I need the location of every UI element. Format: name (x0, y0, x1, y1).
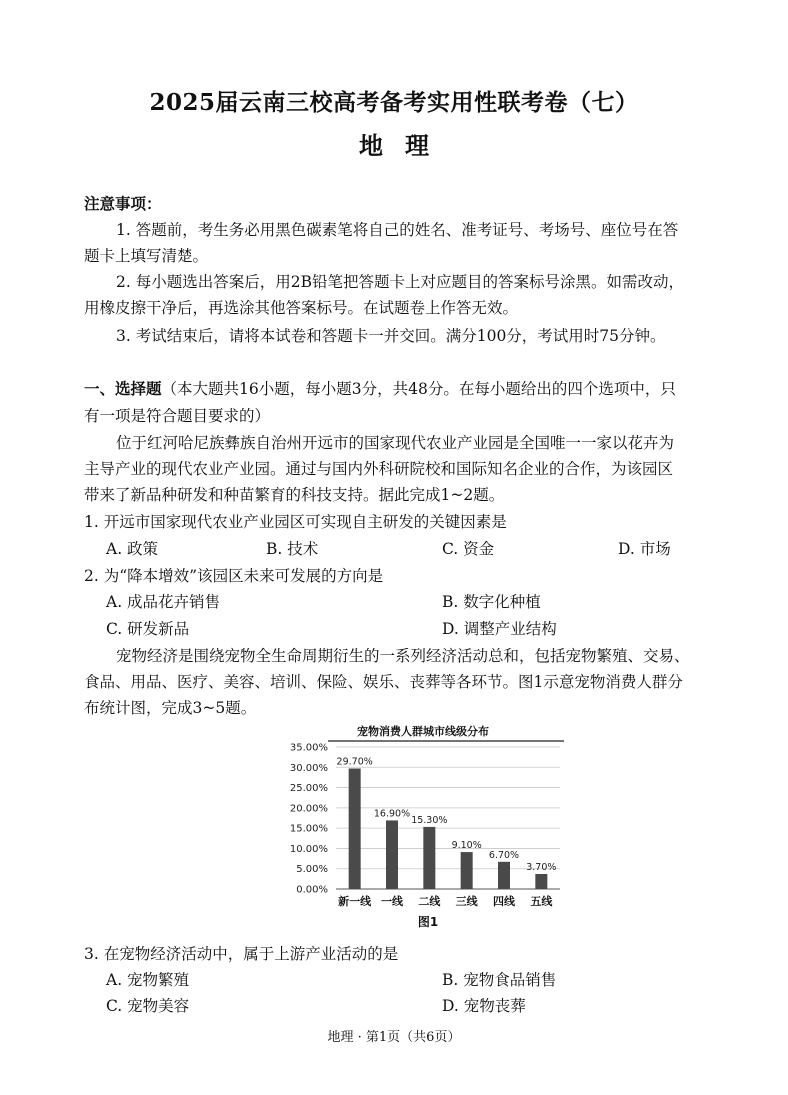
chart-data-label: 16.90% (373, 808, 411, 820)
chart-bar (461, 852, 473, 889)
section-1-line-1 (84, 377, 676, 399)
chart-bar (535, 874, 547, 889)
question-1-option-a: A. 政策 (106, 540, 159, 558)
section-1-line-2: 有一项是符合题目要求的） (84, 407, 271, 425)
notice-item-2-line-1: 2. 每小题选出答案后，用2B铅笔把答题卡上对应题目的答案标号涂黑。如需改动， (116, 273, 684, 291)
chart-y-tick-label: 5.00% (296, 864, 328, 876)
question-1-stem: 1. 开远市国家现代农业产业园区可实现自主研发的关键因素是 (84, 513, 507, 531)
chart-y-tick-label: 35.00% (289, 742, 328, 754)
chart-x-tick-label: 一线 (381, 895, 403, 908)
notice-item-1-line-2: 题卡上填写清楚。 (84, 247, 209, 265)
passage-2-line-2: 食品、用品、医疗、美容、培训、保险、娱乐、丧葬等各环节。图1示意宠物消费人群分 (84, 673, 683, 691)
question-1-option-b: B. 技术 (266, 540, 319, 558)
question-2-option-c: C. 研发新品 (106, 620, 190, 638)
question-2-option-a: A. 成品花卉销售 (106, 593, 221, 611)
question-3-option-d: D. 宠物丧葬 (442, 997, 526, 1015)
section-1-heading: 一、选择题 (84, 379, 162, 398)
question-1-option-c: C. 资金 (442, 540, 495, 558)
section-1-desc: （本大题共16小题，每小题3分，共48分。在每小题给出的四个选项中，只 (161, 380, 676, 398)
question-3-option-c: C. 宠物美容 (106, 997, 190, 1015)
chart-data-label: 9.10% (451, 840, 482, 852)
chart-y-tick-label: 15.00% (289, 823, 328, 835)
chart-bar (498, 862, 510, 889)
question-3-stem: 3. 在宠物经济活动中，属于上游产业活动的是 (84, 945, 399, 963)
chart-svg (288, 737, 568, 927)
chart-bar (423, 827, 435, 889)
passage-1-line-2: 主导产业的现代农业产业园。通过与国内外科研院校和国际知名企业的合作，为该园区 (84, 460, 674, 478)
passage-1-line-1: 位于红河哈尼族彝族自治州开远市的国家现代农业产业园是全国唯一一家以花卉为 (116, 434, 675, 452)
chart-y-tick-label: 10.00% (289, 843, 328, 855)
chart-bar (349, 769, 361, 889)
question-3-option-b: B. 宠物食品销售 (442, 971, 557, 989)
exam-title: 2025届云南三校高考备考实用性联考卷（七） (149, 89, 639, 116)
question-2-stem: 2. 为“降本增效”该园区未来可发展的方向是 (84, 567, 384, 585)
question-2-option-b: B. 数字化种植 (442, 593, 541, 611)
chart-data-label: 15.30% (411, 814, 448, 826)
chart-data-label: 29.70% (336, 756, 373, 768)
notice-item-3: 3. 考试结束后，请将本试卷和答题卡一并交回。满分100分，考试用时75分钟。 (116, 327, 666, 345)
question-3-option-a: A. 宠物繁殖 (106, 971, 190, 989)
chart-y-tick-label: 20.00% (289, 803, 328, 815)
figure-label: 图1 (417, 915, 439, 929)
passage-1-line-3: 带来了新品种研发和种苗繁育的科技支持。据此完成1~2题。 (84, 486, 505, 504)
notice-item-2-line-2: 用橡皮擦干净后，再选涂其他答案标号。在试题卷上作答无效。 (84, 299, 519, 317)
chart-bar (386, 820, 398, 889)
chart-y-tick-label: 30.00% (289, 762, 328, 774)
page-footer: 地理 · 第1页（共6页） (327, 1030, 461, 1045)
chart-data-label: 3.70% (526, 861, 557, 873)
passage-2-line-3: 布统计图，完成3~5题。 (84, 699, 257, 717)
pet-consumer-chart (288, 723, 568, 933)
passage-2-line-1: 宠物经济是围绕宠物全生命周期衍生的一系列经济活动总和，包括宠物繁殖、交易、 (116, 647, 690, 665)
chart-x-tick-label: 二线 (418, 895, 441, 908)
chart-y-tick-label: 25.00% (289, 783, 328, 795)
question-1-option-d: D. 市场 (618, 540, 671, 558)
chart-y-tick-label: 0.00% (296, 884, 328, 896)
chart-x-tick-label: 三线 (455, 895, 478, 908)
chart-x-tick-label: 四线 (493, 895, 515, 908)
notice-item-1-line-1: 1. 答题前，考生务必用黑色碳素笔将自己的姓名、准考证号、考场号、座位号在答 (116, 221, 679, 239)
chart-x-tick-label: 新一线 (338, 895, 372, 908)
chart-data-label: 6.70% (488, 849, 520, 861)
chart-title: 宠物消费人群城市线级分布 (357, 725, 489, 738)
question-2-option-d: D. 调整产业结构 (442, 620, 557, 638)
chart-x-tick-label: 五线 (530, 895, 553, 908)
notice-heading: 注意事项： (84, 194, 162, 213)
subject-title: 地理 (359, 131, 451, 160)
